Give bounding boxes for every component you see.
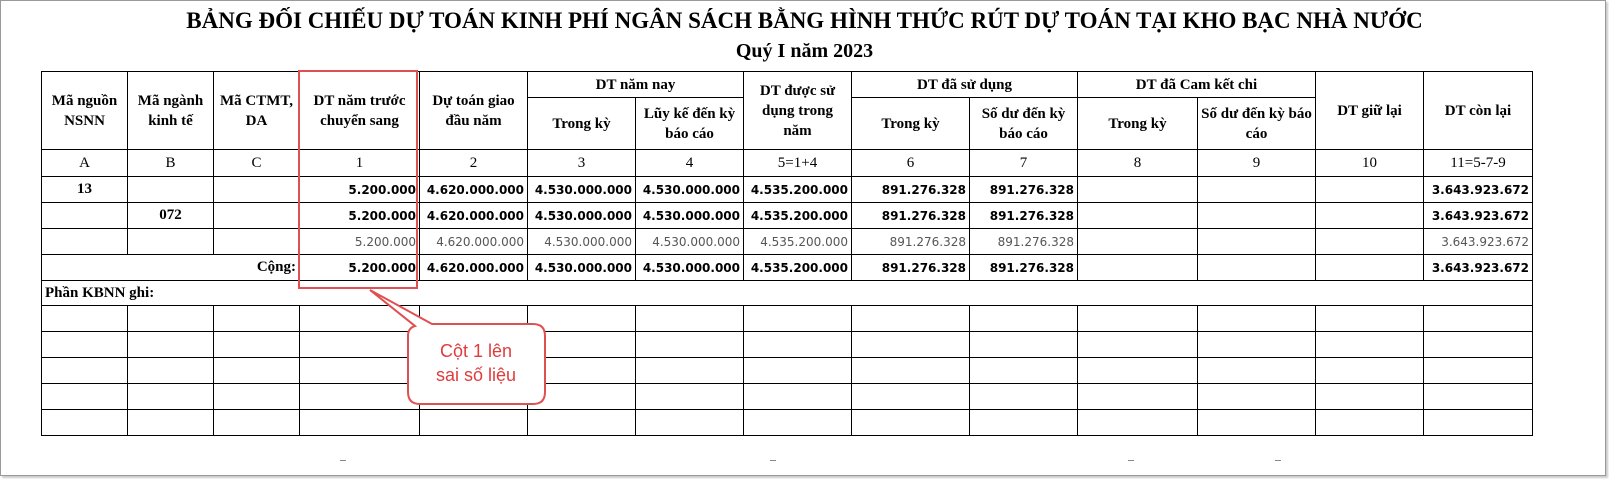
header-ma-nguon: Mã nguồn NSNN	[42, 72, 128, 150]
cell-ma-nguon: 13	[42, 177, 128, 203]
header-cam-ket-trong-ky: Trong kỳ	[1078, 98, 1198, 150]
page-subtitle: Quý I năm 2023	[735, 40, 874, 62]
header-dt-duoc-su-dung: DT được sử dụng trong năm	[744, 72, 852, 150]
cell-value: 4.620.000.000	[420, 229, 528, 255]
cell-value: 4.530.000.000	[636, 177, 744, 203]
index-cell: 2	[420, 150, 528, 177]
total-value: 4.530.000.000	[528, 255, 636, 281]
cell-value: 5.200.000	[300, 177, 420, 203]
page-title: BẢNG ĐỐI CHIẾU DỰ TOÁN KINH PHÍ NGÂN SÁCH BẰNG HÌNH THỨC RÚT DỰ TOÁN TẠI KHO BẠC NHÀ NƯỚC	[186, 8, 1423, 33]
cell-value: 891.276.328	[970, 203, 1078, 229]
callout-text	[409, 339, 543, 387]
header-dt-da-su-dung: DT đã sử dụng	[852, 72, 1078, 98]
cell-value: 5.200.000	[300, 203, 420, 229]
total-value: 4.530.000.000	[636, 255, 744, 281]
callout-line-2: sai số liệu	[435, 365, 517, 385]
cell-value: 5.200.000	[300, 229, 420, 255]
cell-value: 3.643.923.672	[1424, 177, 1533, 203]
index-cell: B	[128, 150, 214, 177]
total-value: 891.276.328	[852, 255, 970, 281]
header-dt-cam-ket: DT đã Cam kết chi	[1078, 72, 1316, 98]
cell-value: 3.643.923.672	[1424, 203, 1533, 229]
index-cell: 4	[636, 150, 744, 177]
header-cam-ket-so-du: Số dư đến kỳ báo cáo	[1198, 98, 1316, 150]
cell-value: 891.276.328	[970, 229, 1078, 255]
cell-ma-nganh: 072	[128, 203, 214, 229]
index-cell: 5=1+4	[744, 150, 852, 177]
cell-value: 4.530.000.000	[528, 177, 636, 203]
total-value: 3.643.923.672	[1424, 255, 1533, 281]
index-cell: 11=5-7-9	[1424, 150, 1533, 177]
header-da-su-dung-so-du: Số dư đến kỳ báo cáo	[970, 98, 1078, 150]
header-dt-nam-truoc: DT năm trước chuyển sang	[300, 72, 420, 150]
cell-value: 3.643.923.672	[1424, 229, 1533, 255]
cell-value: 4.535.200.000	[744, 229, 852, 255]
total-value: 4.535.200.000	[744, 255, 852, 281]
page-break-mark	[340, 460, 346, 469]
total-label: Cộng:	[42, 255, 300, 281]
page-break-mark	[770, 460, 776, 469]
header-nam-nay-luy-ke: Lũy kế đến kỳ báo cáo	[636, 98, 744, 150]
cell-value: 4.530.000.000	[528, 229, 636, 255]
cell-value: 891.276.328	[852, 177, 970, 203]
cell-value: 4.535.200.000	[744, 177, 852, 203]
header-ma-ctmt: Mã CTMT, DA	[214, 72, 300, 150]
index-cell: 7	[970, 150, 1078, 177]
total-value: 891.276.328	[970, 255, 1078, 281]
kbnn-label: Phần KBNN ghi:	[42, 281, 1533, 306]
cell-value: 4.530.000.000	[528, 203, 636, 229]
header-du-toan-giao: Dự toán giao đầu năm	[420, 72, 528, 150]
header-dt-nam-nay: DT năm nay	[528, 72, 744, 98]
total-value: 5.200.000	[300, 255, 420, 281]
cell-value: 4.535.200.000	[744, 203, 852, 229]
index-cell: 8	[1078, 150, 1198, 177]
index-cell: 1	[300, 150, 420, 177]
header-dt-con-lai: DT còn lại	[1424, 72, 1533, 150]
cell-value: 4.530.000.000	[636, 229, 744, 255]
header-dt-giu-lai: DT giữ lại	[1316, 72, 1424, 150]
header-ma-nganh: Mã ngành kinh tế	[128, 72, 214, 150]
callout-line-1: Cột 1 lên	[439, 341, 513, 361]
index-cell: 10	[1316, 150, 1424, 177]
index-cell: 6	[852, 150, 970, 177]
index-cell: A	[42, 150, 128, 177]
header-nam-nay-trong-ky: Trong kỳ	[528, 98, 636, 150]
index-cell: C	[214, 150, 300, 177]
cell-value: 891.276.328	[852, 229, 970, 255]
header-da-su-dung-trong-ky: Trong kỳ	[852, 98, 970, 150]
cell-value: 4.530.000.000	[636, 203, 744, 229]
page-break-mark	[1275, 460, 1281, 469]
cell-value: 891.276.328	[852, 203, 970, 229]
total-value: 4.620.000.000	[420, 255, 528, 281]
cell-value: 891.276.328	[970, 177, 1078, 203]
index-cell: 9	[1198, 150, 1316, 177]
page-break-mark	[1128, 460, 1134, 469]
cell-value: 4.620.000.000	[420, 203, 528, 229]
index-cell: 3	[528, 150, 636, 177]
cell-value: 4.620.000.000	[420, 177, 528, 203]
